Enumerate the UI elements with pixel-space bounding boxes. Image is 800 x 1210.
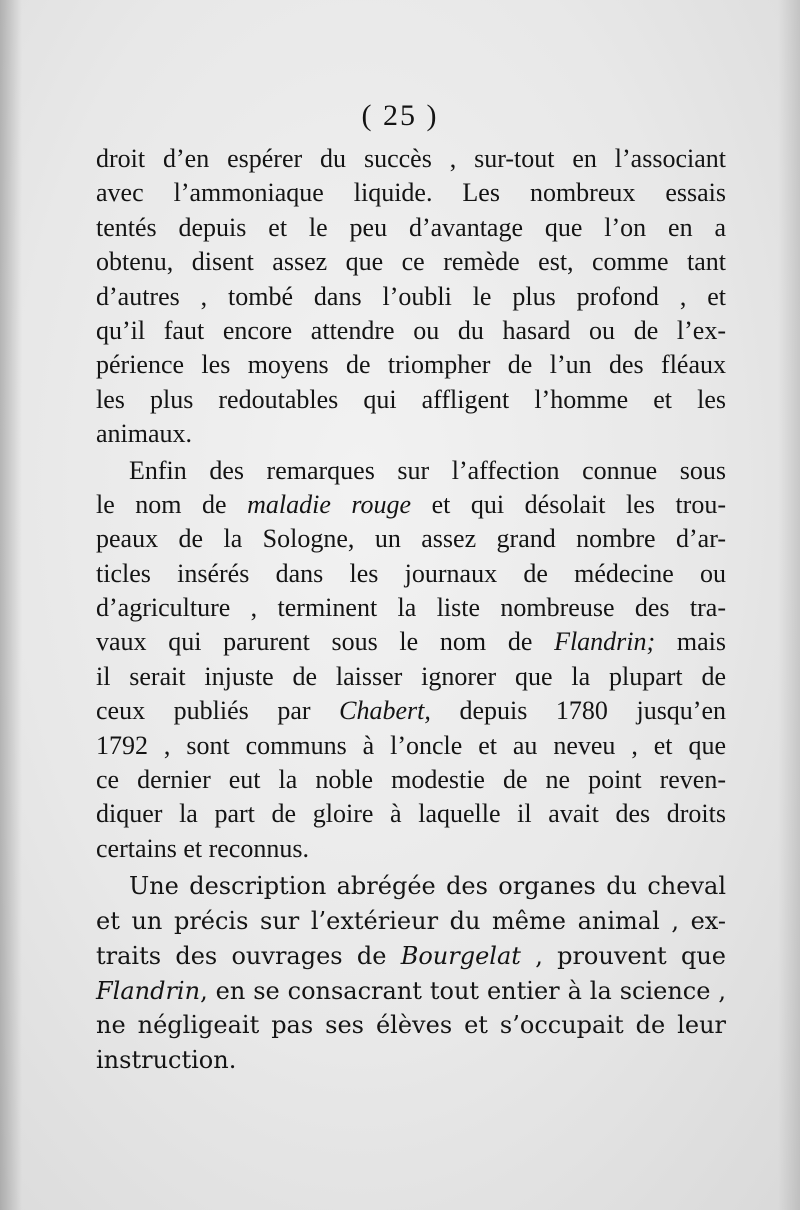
text-segment: ceux publiés par (96, 696, 311, 726)
text-line: ne négligeait pas ses élèves et s’occupait de leur (96, 1011, 726, 1040)
text-line: ce dernier eut la noble modestie de ne point reven- (96, 765, 726, 795)
text-segment: depuis 1780 jusqu’en (459, 696, 727, 726)
text-segment: , en se consacrant tout entier à la science , (200, 976, 726, 1005)
paragraph-1 (96, 142, 726, 452)
text-segment: , prouvent que (535, 941, 726, 970)
text-segment: et qui désolait les trou- (431, 489, 727, 519)
italic-name: Flandrin (96, 976, 201, 1005)
text-line (96, 488, 726, 522)
text-line: d’autres , tombé dans l’oubli le plus profond , et (96, 281, 726, 311)
text-segment: mais (676, 627, 726, 657)
text-line: Enfin des remarques sur l’affection connue sous (129, 455, 726, 485)
page-gutter-shadow (0, 0, 22, 1210)
text-line: avec l’ammoniaque liquide. Les nombreux essais (96, 178, 726, 208)
text-segment: le nom de (96, 489, 227, 519)
text-line: 1792 , sont communs à l’oncle et au neveu , et que (96, 730, 726, 760)
page-number: ( 25 ) (361, 99, 439, 132)
text-line: droit d’en espérer du succès , sur-tout en l’associant (96, 144, 726, 173)
text-line: il serait injuste de laisser ignorer que la plupart de (96, 661, 726, 691)
italic-name: Bourgelat (400, 941, 521, 970)
text-line: certains et reconnus. (96, 833, 309, 863)
text-line: qu’il faut encore attendre ou du hasard ou de l’ex- (96, 315, 726, 345)
text-line (96, 939, 726, 974)
italic-name: Chabert, (339, 696, 431, 726)
text-segment: traits des ouvrages de (96, 941, 387, 970)
body-text (96, 142, 726, 1078)
text-line: instruction. (96, 1046, 237, 1075)
text-segment: vaux qui parurent sous le nom de (96, 627, 533, 657)
text-line: animaux. (96, 419, 193, 449)
text-line: tentés depuis et le peu d’avantage que l’on en a (96, 212, 726, 242)
page-edge-shadow (778, 0, 800, 1210)
text-line: périence les moyens de triompher de l’un des fléaux (96, 350, 726, 380)
text-line (96, 625, 726, 659)
text-line: obtenu, disent assez que ce remède est, comme tant (96, 247, 726, 277)
text-line (96, 694, 726, 728)
text-line: les plus redoutables qui affligent l’homme et les (96, 384, 726, 414)
text-line: diquer la part de gloire à laquelle il avait des droits (96, 799, 726, 829)
italic-term: maladie rouge (247, 489, 412, 519)
text-line (96, 974, 726, 1009)
text-line: d’agriculture , terminent la liste nombreuse des tra- (96, 593, 726, 623)
text-line: peaux de la Sologne, un assez grand nombre d’ar- (96, 524, 726, 554)
text-line: et un précis sur l’extérieur du même animal , ex- (96, 907, 726, 935)
paragraph-2 (96, 454, 726, 867)
text-line: Une description abrégée des organes du cheval (129, 872, 726, 901)
paragraph-3 (96, 869, 726, 1078)
text-line: ticles insérés dans les journaux de médecine ou (96, 558, 726, 588)
italic-name: Flandrin; (554, 627, 656, 657)
